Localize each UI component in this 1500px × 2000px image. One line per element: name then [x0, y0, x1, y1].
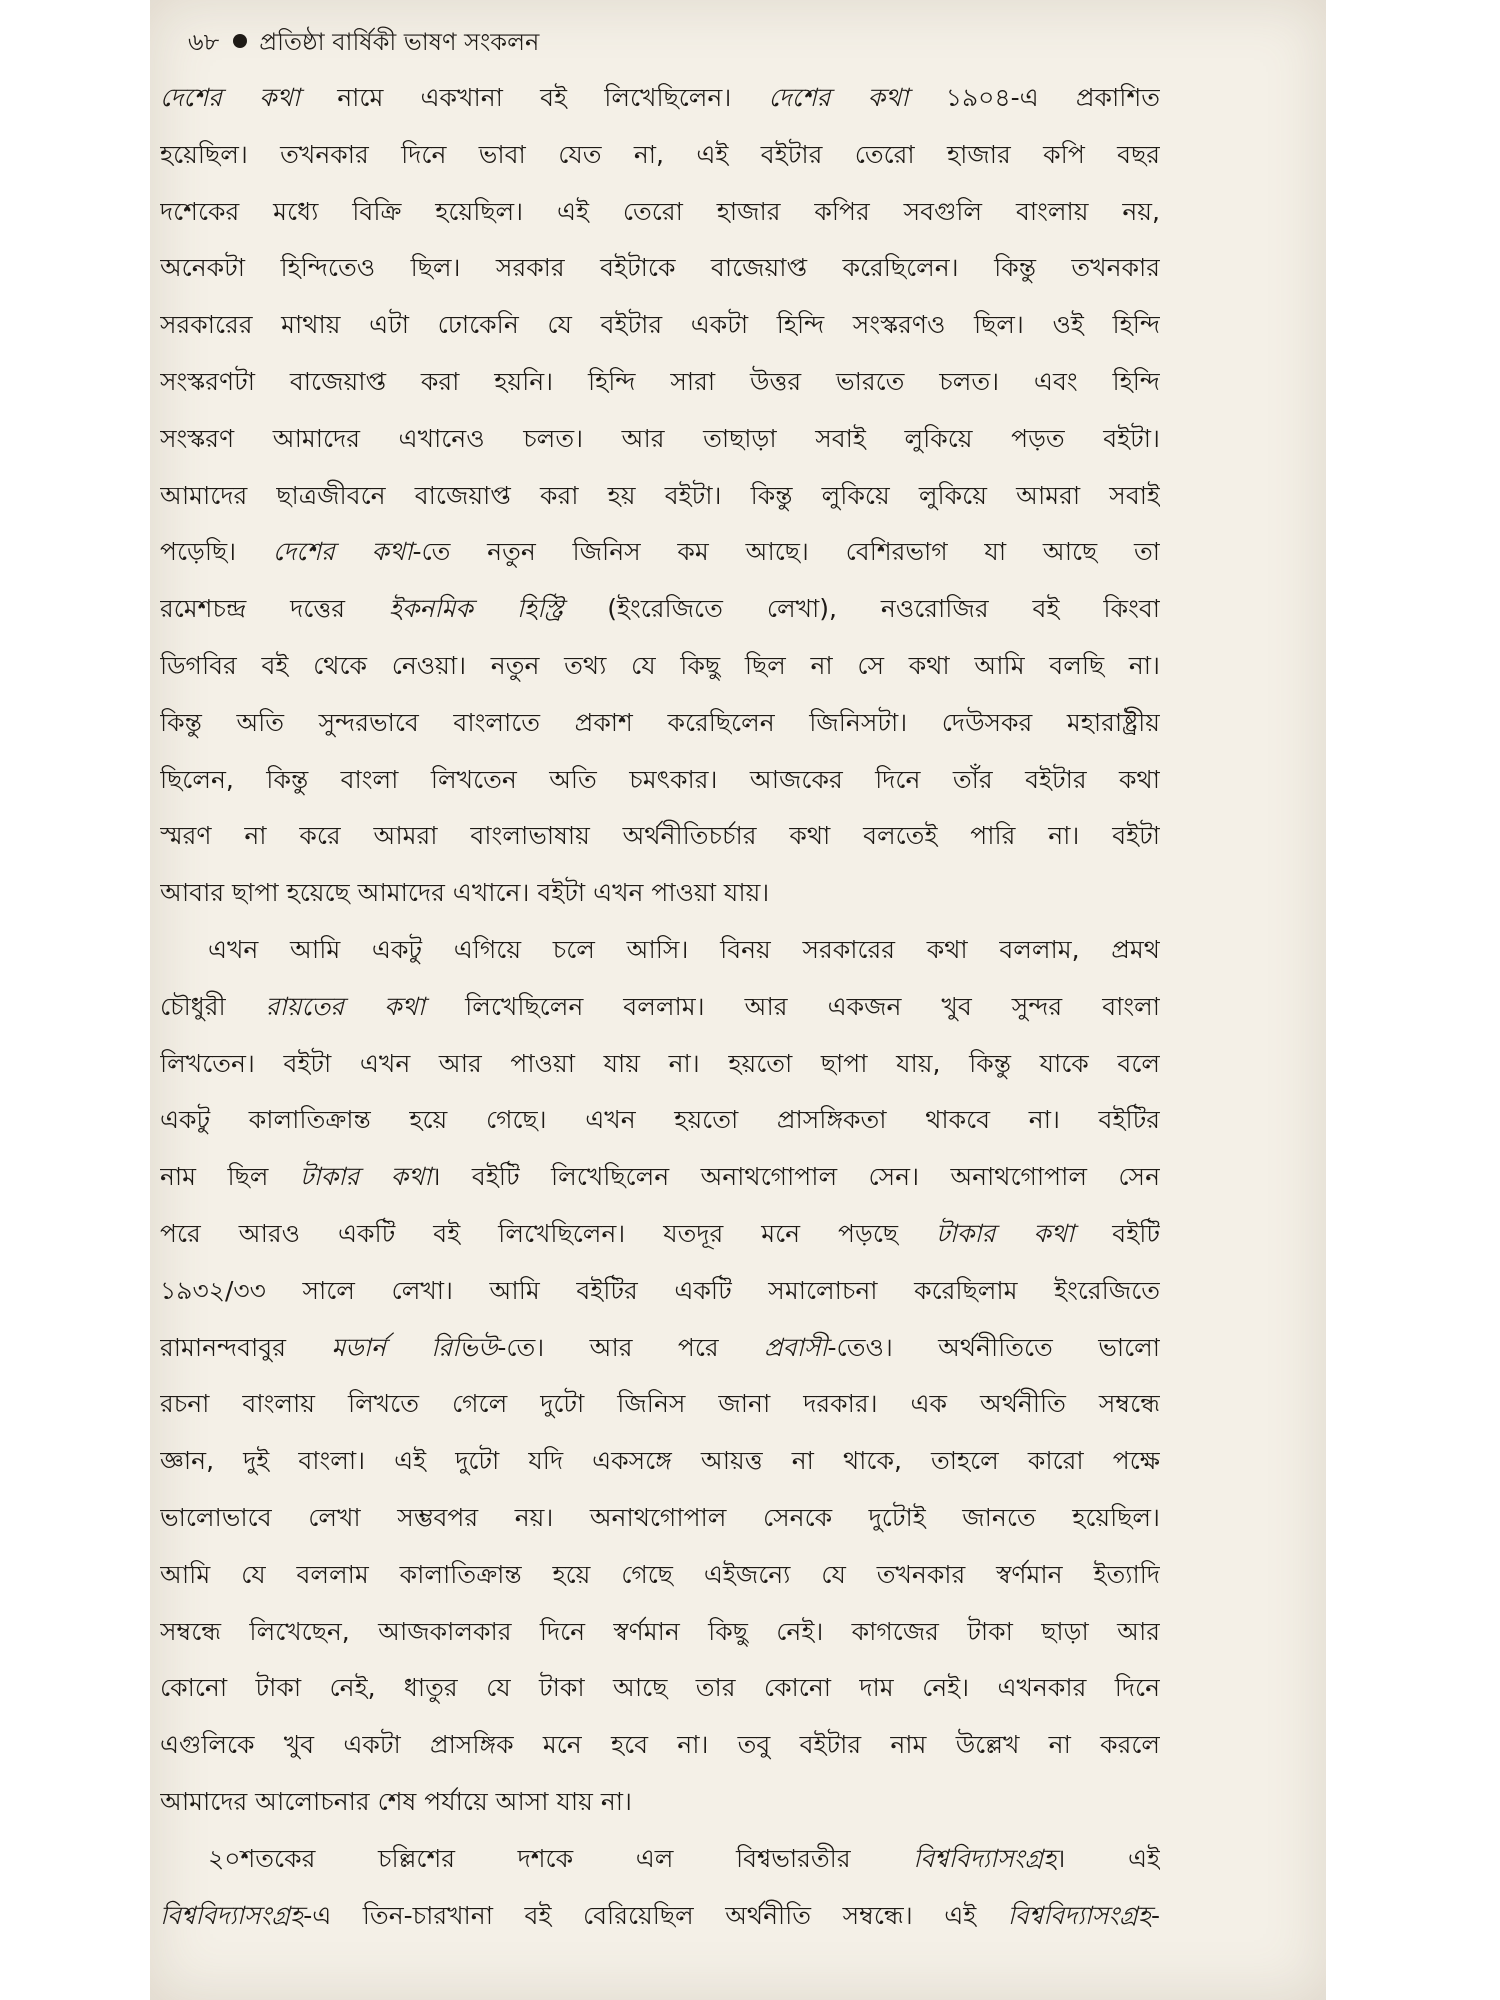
text-segment: জ্ঞান, দুই বাংলা। এই দুটো যদি একসঙ্গে আয়ত্ত না থাকে, তাহলে কারো পক্ষে — [160, 1446, 1160, 1476]
text-segment: অনেকটা হিন্দিতেও ছিল। সরকার বইটাকে বাজেয়াপ্ত করেছিলেন। কিন্তু তখনকার — [160, 253, 1160, 283]
text-segment: বইটি — [1074, 1218, 1160, 1248]
text-line — [160, 695, 1160, 752]
text-segment: -তে। আর পরে — [497, 1332, 765, 1362]
text-line — [160, 297, 1160, 354]
text-segment: - — [1150, 1900, 1160, 1930]
text-segment: লিখতেন। বইটা এখন আর পাওয়া যায় না। হয়তো ছাপা যায়, কিন্তু যাকে বলে — [160, 1048, 1160, 1078]
text-segment: ২০শতকের চল্লিশের দশকে এল বিশ্বভারতীর — [208, 1843, 914, 1873]
body-text — [160, 70, 1160, 1944]
text-segment: (ইংরেজিতে লেখা), নওরোজির বই কিংবা — [563, 594, 1160, 624]
text-segment: কোনো টাকা নেই, ধাতুর যে টাকা আছে তার কোনো দাম নেই। এখনকার দিনে — [160, 1673, 1160, 1703]
text-segment: আমাদের ছাত্রজীবনে বাজেয়াপ্ত করা হয় বইটা। কিন্তু লুকিয়ে লুকিয়ে আমরা সবাই — [160, 480, 1160, 510]
text-line — [160, 1888, 1160, 1945]
text-line — [160, 1149, 1160, 1206]
italic-title-text: দেশের কথা — [768, 83, 909, 112]
text-line — [160, 1376, 1160, 1433]
text-segment: রমেশচন্দ্র দত্তের — [160, 594, 389, 624]
text-segment: আমাদের আলোচনার শেষ পর্যায়ে আসা যায় না। — [160, 1786, 632, 1816]
text-segment: । বইটি লিখেছিলেন অনাথগোপাল সেন। অনাথগোপাল সেন — [431, 1162, 1160, 1192]
italic-title-text: বিশ্ববিদ্যাসংগ্রহ — [913, 1843, 1057, 1873]
text-line — [160, 184, 1160, 241]
text-line — [160, 1092, 1160, 1149]
text-segment: ১৯০৪-এ প্রকাশিত — [908, 83, 1160, 112]
italic-title-text: প্রবাসী — [764, 1332, 828, 1362]
text-line — [160, 1774, 1160, 1831]
text-segment: পড়েছি। — [160, 537, 273, 567]
text-segment: ১৯৩২/৩৩ সালে লেখা। আমি বইটির একটি সমালোচনা করেছিলাম ইংরেজিতে — [160, 1275, 1160, 1305]
text-line — [160, 638, 1160, 695]
italic-title-text: ইকনমিক হিস্ট্রি — [388, 594, 564, 624]
text-line — [160, 354, 1160, 411]
italic-title-text: বিশ্ববিদ্যাসংগ্রহ — [1007, 1900, 1151, 1930]
text-segment: পরে আরও একটি বই লিখেছিলেন। যতদূর মনে পড়ছে — [160, 1218, 937, 1248]
italic-title-text: টাকার কথা — [299, 1162, 432, 1192]
text-line — [160, 240, 1160, 297]
text-line — [160, 865, 1160, 922]
text-segment: লিখেছিলেন বললাম। আর একজন খুব সুন্দর বাংলা — [425, 991, 1160, 1021]
text-segment: সংস্করণ আমাদের এখানেও চলত। আর তাছাড়া সবাই লুকিয়ে পড়ত বইটা। — [160, 423, 1160, 453]
text-segment: চৌধুরী — [160, 991, 266, 1021]
text-line — [160, 581, 1160, 638]
text-line — [160, 922, 1160, 979]
text-line — [160, 1320, 1160, 1377]
text-segment: সরকারের মাথায় এটা ঢোকেনি যে বইটার একটা হিন্দি সংস্করণও ছিল। ওই হিন্দি — [160, 310, 1160, 340]
italic-title-text: দেশের কথা — [160, 83, 301, 112]
text-line — [160, 1490, 1160, 1547]
text-line — [160, 1717, 1160, 1774]
italic-title-text: টাকার কথা — [936, 1218, 1075, 1248]
text-line — [160, 1263, 1160, 1320]
text-line — [160, 808, 1160, 865]
text-line — [160, 1831, 1160, 1888]
running-title: প্রতিষ্ঠা বার্ষিকী ভাষণ সংকলন — [259, 28, 540, 56]
page-number: ৬৮ — [188, 28, 220, 56]
text-line — [160, 468, 1160, 525]
text-segment: নামে একখানা বই লিখেছিলেন। — [300, 83, 769, 112]
text-line — [160, 524, 1160, 581]
italic-title-text: মডার্ন রিভিউ — [331, 1332, 498, 1362]
text-line — [160, 411, 1160, 468]
text-line — [160, 127, 1160, 184]
text-line — [160, 1036, 1160, 1093]
text-segment: সংস্করণটা বাজেয়াপ্ত করা হয়নি। হিন্দি সারা উত্তর ভারতে চলত। এবং হিন্দি — [160, 366, 1160, 396]
text-segment: হয়েছিল। তখনকার দিনে ভাবা যেত না, এই বইটার তেরো হাজার কপি বছর — [160, 139, 1160, 169]
text-line — [160, 1547, 1160, 1604]
text-line — [160, 1206, 1160, 1263]
text-segment: ডিগবির বই থেকে নেওয়া। নতুন তথ্য যে কিছু ছিল না সে কথা আমি বলছি না। — [160, 650, 1160, 680]
text-segment: সম্বন্ধে লিখেছেন, আজকালকার দিনে স্বর্ণমান কিছু নেই। কাগজের টাকা ছাড়া আর — [160, 1616, 1160, 1646]
text-segment: আমি যে বললাম কালাতিক্রান্ত হয়ে গেছে এইজন্যে যে তখনকার স্বর্ণমান ইত্যাদি — [160, 1559, 1160, 1589]
text-line — [160, 70, 1160, 127]
text-segment: নাম ছিল — [160, 1162, 300, 1192]
text-segment: -তেও। অর্থনীতিতে ভালো — [827, 1332, 1160, 1362]
text-line — [160, 752, 1160, 809]
text-segment: এখন আমি একটু এগিয়ে চলে আসি। বিনয় সরকারের কথা বললাম, প্রমথ — [208, 934, 1160, 964]
text-segment: রচনা বাংলায় লিখতে গেলে দুটো জিনিস জানা দরকার। এক অর্থনীতি সম্বন্ধে — [160, 1389, 1160, 1419]
text-segment: ভালোভাবে লেখা সম্ভবপর নয়। অনাথগোপাল সেনকে দুটোই জানতে হয়েছিল। — [160, 1502, 1160, 1532]
book-page — [150, 0, 1326, 2000]
text-segment: -এ তিন-চারখানা বই বেরিয়েছিল অর্থনীতি সম্বন্ধে। এই — [303, 1900, 1008, 1930]
italic-title-text: রায়তের কথা — [265, 991, 426, 1021]
text-line — [160, 1660, 1160, 1717]
text-segment: । এই — [1056, 1843, 1160, 1873]
text-segment: আবার ছাপা হয়েছে আমাদের এখানে। বইটা এখন পাওয়া যায়। — [160, 878, 770, 908]
text-line — [160, 1433, 1160, 1490]
text-segment: এগুলিকে খুব একটা প্রাসঙ্গিক মনে হবে না। তবু বইটার নাম উল্লেখ না করলে — [160, 1730, 1160, 1760]
text-line — [160, 1604, 1160, 1661]
italic-title-text: দেশের কথা — [272, 537, 413, 567]
page-header — [188, 22, 539, 62]
text-segment: ছিলেন, কিন্তু বাংলা লিখতেন অতি চমৎকার। আজকের দিনে তাঁর বইটার কথা — [160, 764, 1160, 794]
text-segment: দশেকের মধ্যে বিক্রি হয়েছিল। এই তেরো হাজার কপির সবগুলি বাংলায় নয়, — [160, 196, 1160, 226]
italic-title-text: বিশ্ববিদ্যাসংগ্রহ — [160, 1900, 304, 1930]
text-line — [160, 979, 1160, 1036]
bullet-dot-icon — [233, 34, 247, 48]
text-segment: কিন্তু অতি সুন্দরভাবে বাংলাতে প্রকাশ করেছিলেন জিনিসটা। দেউসকর মহারাষ্ট্রীয় — [160, 707, 1160, 737]
text-segment: একটু কালাতিক্রান্ত হয়ে গেছে। এখন হয়তো প্রাসঙ্গিকতা থাকবে না। বইটির — [160, 1105, 1160, 1135]
text-segment: স্মরণ না করে আমরা বাংলাভাষায় অর্থনীতিচর্চার কথা বলতেই পারি না। বইটা — [160, 821, 1160, 851]
text-segment: রামানন্দবাবুর — [160, 1332, 332, 1362]
text-segment: -তে নতুন জিনিস কম আছে। বেশিরভাগ যা আছে তা — [412, 537, 1160, 567]
